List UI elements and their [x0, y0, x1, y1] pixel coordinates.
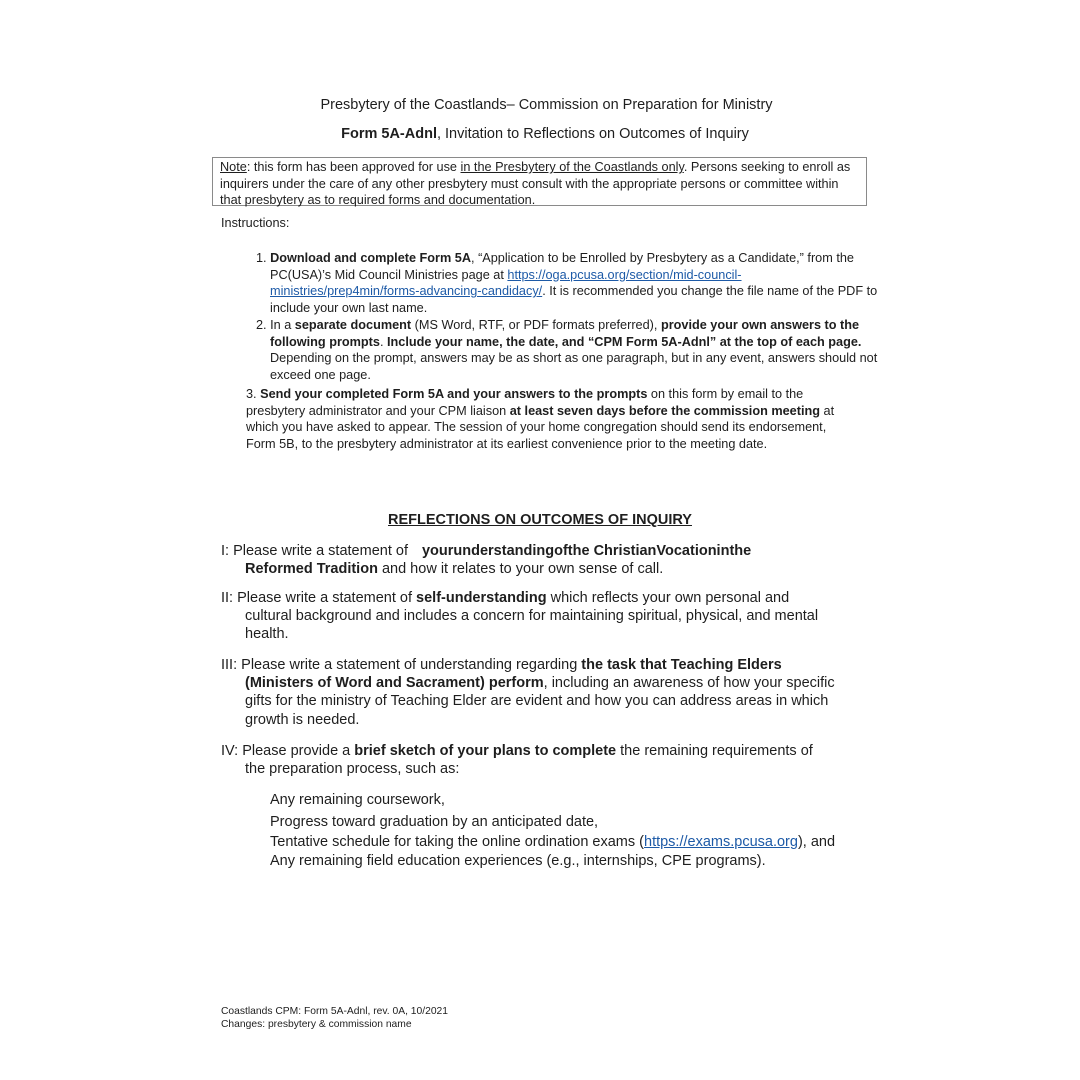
footer — [221, 1006, 448, 1031]
exams-link[interactable]: https://exams.pcusa.org — [644, 834, 798, 850]
note-box — [212, 157, 867, 206]
step-3-bold-1: Send your completed Form 5A and your answers to the prompts — [260, 387, 648, 401]
step-1-number: 1. — [256, 251, 271, 265]
plan-item-coursework: Any remaining coursework, — [270, 792, 445, 808]
step-2-bold-3: Include your name, the date, and “CPM Form 5A-Adnl” at the top of each page. — [387, 334, 862, 349]
instruction-step-2 — [246, 317, 886, 383]
form-description: , Invitation to Reflections on Outcomes of Inquiry — [436, 126, 749, 142]
step-3-number: 3. — [246, 387, 261, 401]
form-title — [0, 126, 1080, 142]
question-2-cont: cultural background and includes a concern for maintaining spiritual, physical, and mental health. — [245, 608, 819, 643]
step-3-bold-2: at least seven days before the commission meeting — [509, 403, 820, 418]
instruction-step-1 — [246, 250, 886, 316]
question-1-lead: I: Please write a statement of — [221, 543, 408, 559]
plan-exams-post: ), and — [797, 834, 836, 850]
question-1-bold-cont: Reformed Tradition — [245, 561, 378, 578]
section-title: REFLECTIONS ON OUTCOMES OF INQUIRY — [388, 512, 692, 528]
step-3-text-2: at which you have asked to appear. The session of your home congregation should send its endorsement, Form 5B, to the presbytery administrator at its earliest convenience prior to the meeting date. — [246, 403, 835, 451]
question-2-tail: which reflects your own personal and — [546, 590, 790, 606]
step-3-text-1: on this form by email to the presbytery administrator and your CPM liaison — [246, 387, 804, 418]
step-2-text-2: . — [379, 334, 388, 349]
instructions-label: Instructions: — [221, 216, 290, 230]
step-1-text-1: , “Application to be Enrolled by Presbytery as a Candidate,” from the PC(USA)’s Mid Council Ministries page at — [270, 251, 854, 282]
question-4-cont: the preparation process, such as: — [245, 761, 460, 778]
plan-item-exams — [270, 833, 835, 852]
question-1 — [221, 542, 861, 578]
question-1-tail: and how it relates to your own sense of call. — [377, 561, 664, 578]
note-label: Note — [220, 160, 247, 174]
plan-item-field-education: Any remaining field education experiences (e.g., internships, CPE programs). — [270, 853, 766, 869]
note-text-1: : this form has been approved for use — [246, 160, 461, 174]
step-2-bold-1: separate document — [294, 318, 412, 332]
question-2-bold: self-understanding — [416, 590, 547, 606]
plan-item-graduation: Progress toward graduation by an anticipated date, — [270, 814, 599, 830]
step-2-text-3: Depending on the prompt, answers may be as short as one paragraph, but in any event, answers should not exceed one page. — [270, 351, 878, 382]
footer-revision: Coastlands CPM: Form 5A-Adnl, rev. 0A, 10/2021 — [221, 1006, 449, 1017]
step-2-bold-2: provide your own answers to the following prompts — [270, 318, 860, 349]
presbytery-title: Presbytery of the Coastlands– Commission on Preparation for Ministry — [320, 97, 773, 113]
question-3-tail: , including an awareness of how your specific gifts for the ministry of Teaching Elder are evident and how you can address areas in which growth is needed. — [245, 675, 835, 728]
question-2-lead: II: Please write a statement of — [221, 590, 417, 606]
question-4-tail: the remaining requirements of — [616, 743, 813, 759]
instruction-step-3 — [246, 386, 846, 452]
footer-changes: Changes: presbytery & commission name — [221, 1018, 412, 1030]
question-4-bold: brief sketch of your plans to complete — [354, 743, 617, 759]
question-3-bold-cont: (Ministers of Word and Sacrament) perform — [245, 675, 544, 692]
step-2-number: 2. In a — [256, 318, 295, 332]
question-3-bold: the task that Teaching Elders — [581, 657, 782, 673]
question-2 — [221, 589, 861, 644]
mid-council-link[interactable]: https://oga.pcusa.org/section/mid-council-ministries/prep4min/forms-advancing-candidacy/ — [270, 267, 742, 299]
question-3-lead: III: Please write a statement of understanding regarding — [221, 657, 582, 673]
form-name: Form 5A-Adnl — [341, 126, 437, 142]
step-1-text-2: . It is recommended you change the file name of the PDF to include your own last name. — [270, 284, 878, 315]
question-4 — [221, 742, 861, 778]
step-1-bold: Download and complete Form 5A — [270, 251, 472, 265]
note-text-2: . Persons seeking to enroll as inquirers under the care of any other presbytery must consult with the appropriate persons or committee within that presbytery as to required forms and documentation. — [220, 160, 851, 207]
plan-items-rest — [270, 833, 835, 871]
question-4-lead: IV: Please provide a — [221, 743, 355, 759]
plan-exams-pre: Tentative schedule for taking the online ordination exams ( — [270, 834, 644, 850]
note-scope: in the Presbytery of the Coastlands only — [460, 160, 684, 174]
question-3 — [221, 656, 861, 729]
step-2-text-1: (MS Word, RTF, or PDF formats preferred), — [411, 318, 661, 332]
question-1-bold: yourunderstandingofthe ChristianVocationinthe — [421, 543, 752, 559]
